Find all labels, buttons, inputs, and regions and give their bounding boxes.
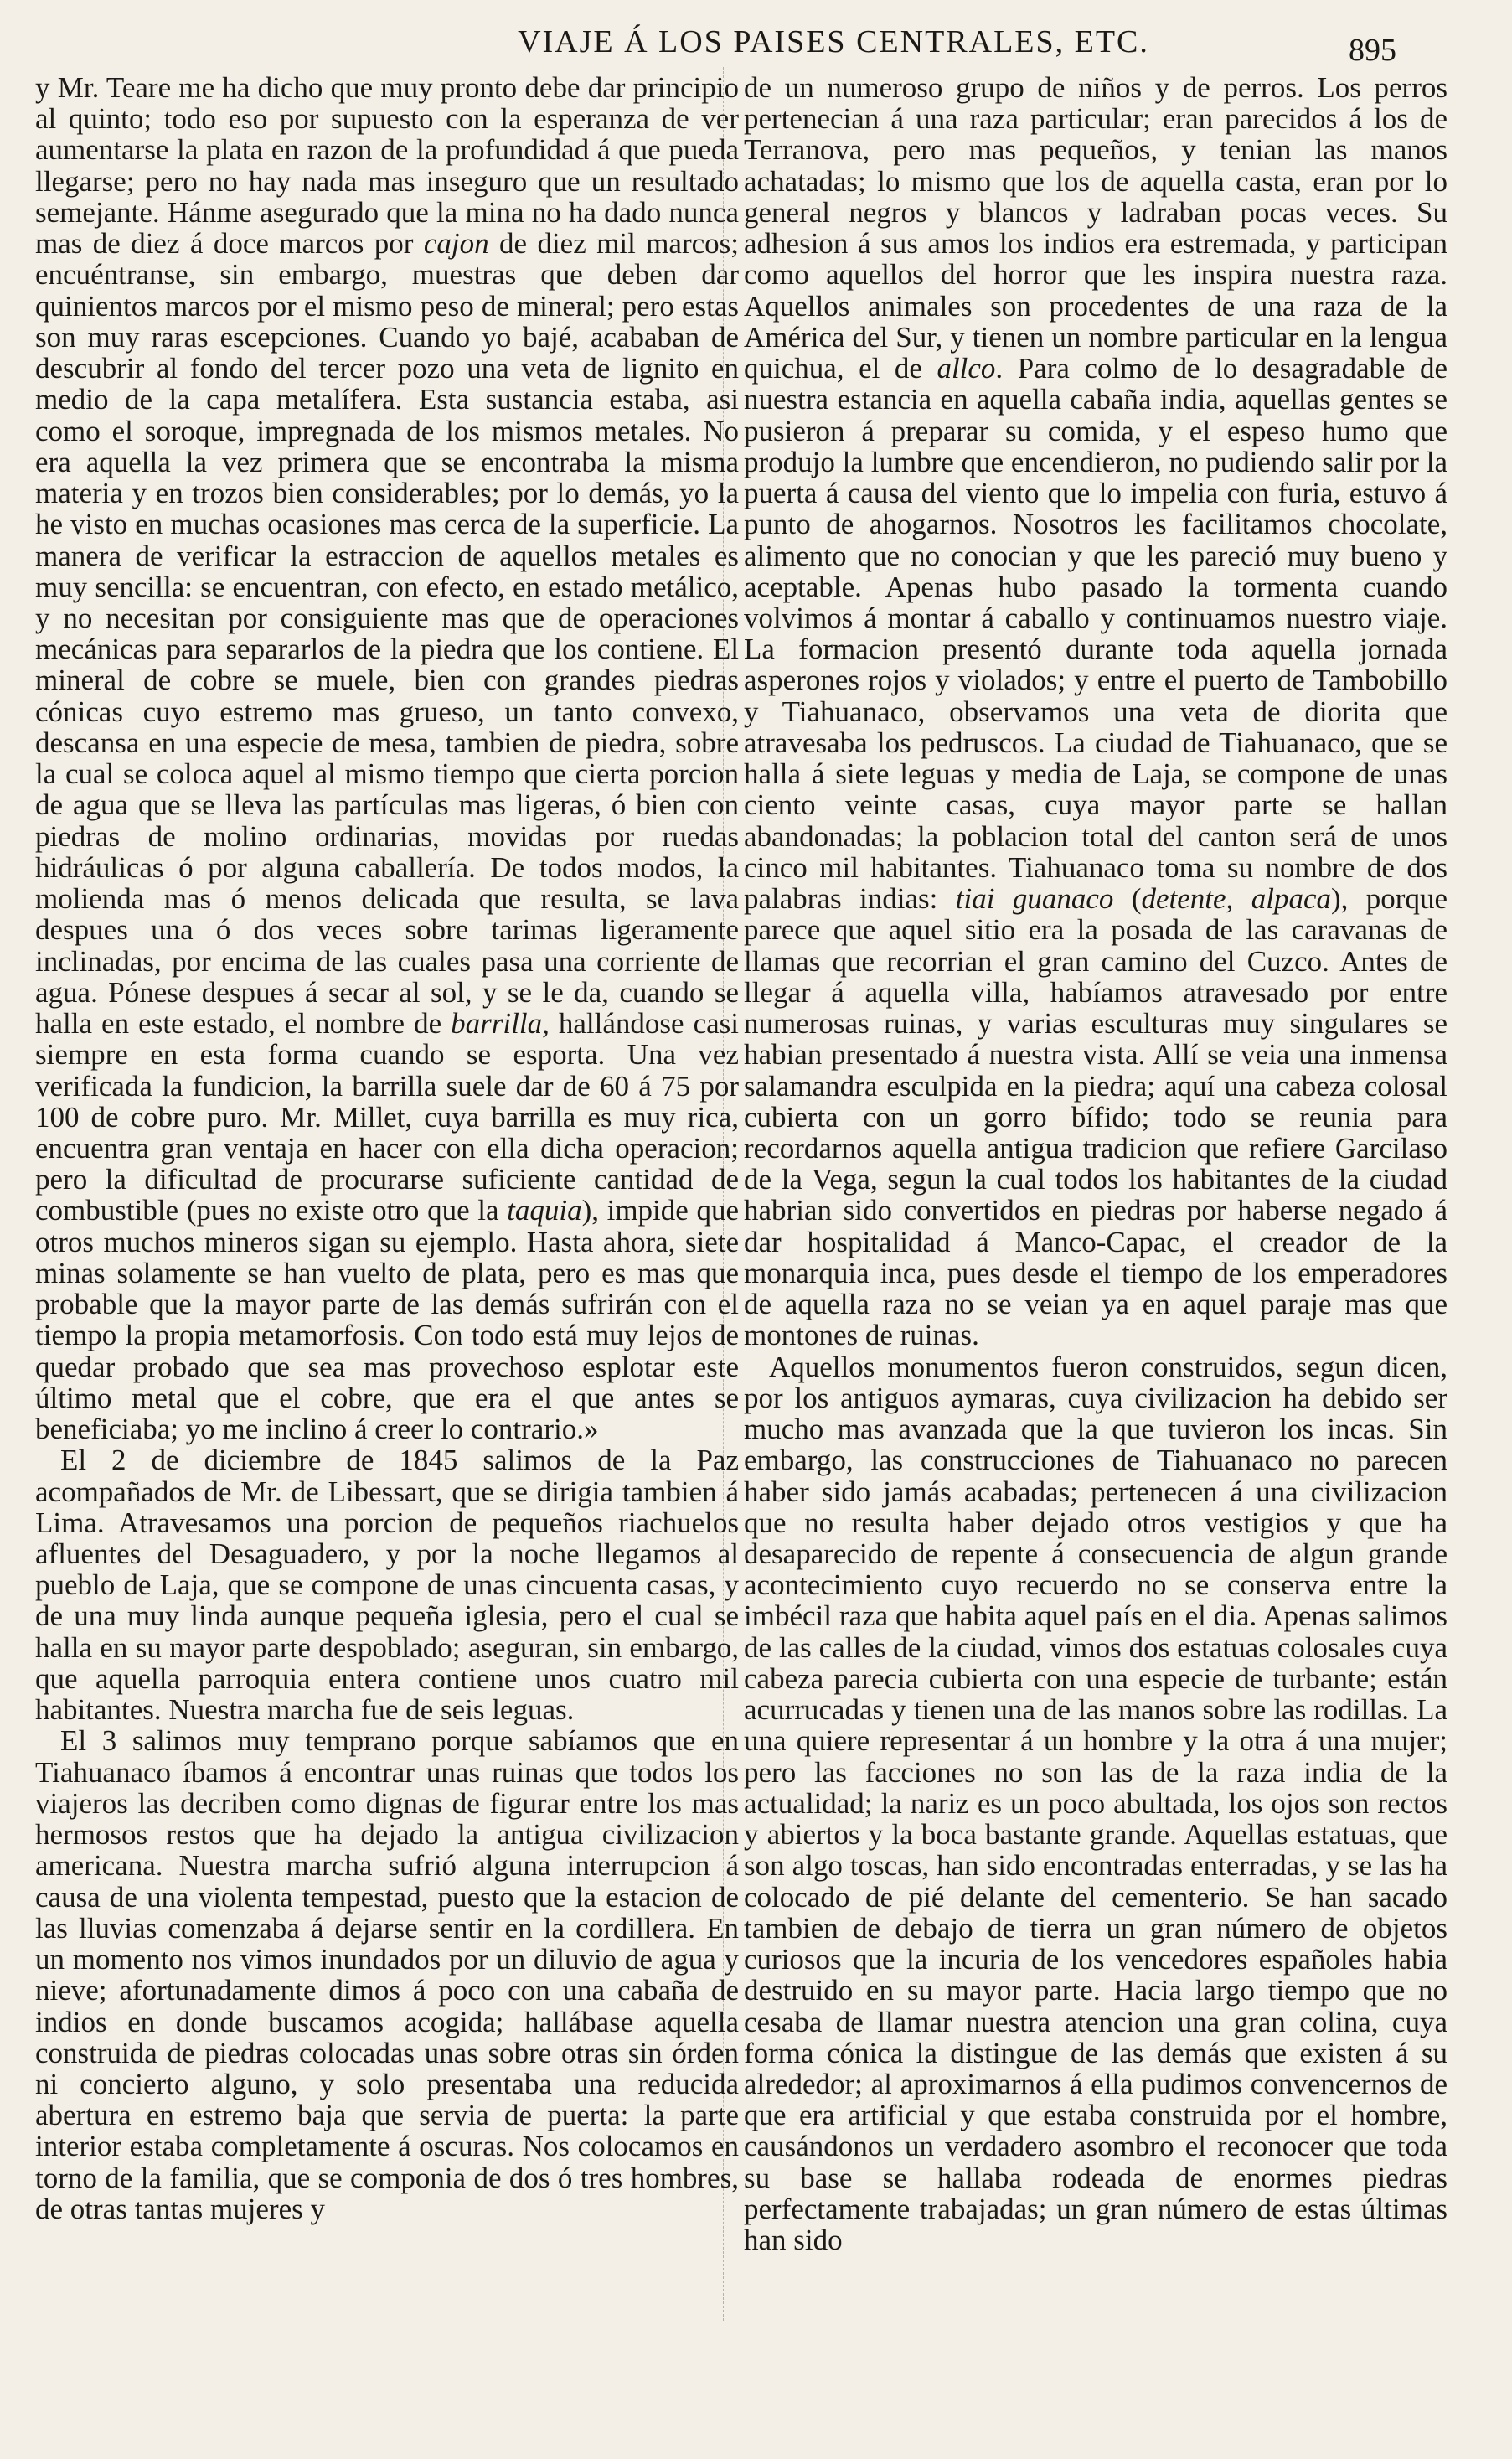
paragraph: Aquellos monumentos fueron construidos, segun dicen, por los antiguos aymaras, cuya civilizacion ha debido ser mucho mas avanzada que la que tuvieron los incas. Sin embargo, las construcciones de Tiahuanaco no parecen haber sido jamás acabadas; pertenecen á una civilizacion que no resulta haber dejado otros vestigios y que ha desaparecido de repente á consecuencia de algun grande acontecimiento cuyo recuerdo no se conserva entre la imbécil raza que habita aquel país en el dia. Apenas salimos de las calles de la ciudad, vimos dos estatuas colosales cuya cabeza parecia cubierta con una especie de turbante; están acurrucadas y tienen una de las manos sobre las rodillas. La una quiere representar á un hombre y la otra á una mujer; pero las facciones no son las de la raza india de la actualidad; la nariz es un poco abultada, los ojos son rectos y abiertos y la boca bastante grande. Aquellas estatuas, que son algo toscas, han sido encontradas enterradas, y se las ha colocado de pié delante del cementerio. Se han sacado tambien de debajo de tierra un gran número de objetos curiosos que la incuria de los vencedores españoles habia destruido en su mayor parte. Hacia largo tiempo que no cesaba de llamar nuestra atencion una gran colina, cuya forma cónica la distingue de las demás que existen á su alrededor; al aproximarnos á ella pudimos convencernos de que era artificial y que estaba construida por el hombre, causándonos un verdadero asombro el reconocer que toda su base se hallaba rodeada de enormes piedras perfectamente trabajadas; un gran número de estas últimas han sido	[744, 1350, 1447, 2257]
running-title: VIAJE Á LOS PAISES CENTRALES, ETC.	[518, 24, 1149, 59]
right-column	[744, 72, 1447, 2255]
paragraph: El 3 salimos muy temprano porque sabíamos que en Tiahuanaco íbamos á encontrar unas ruinas que todos los viajeros las decriben como dignas de figurar entre los mas hermosos restos que ha dejado la antigua civilizacion americana. Nuestra marcha sufrió alguna interrupcion á causa de una violenta tempestad, puesto que la estacion de las lluvias comenzaba á dejarse sentir en la cordillera. En un momento nos vimos inundados por un diluvio de agua y nieve; afortunadamente dimos á poco con una cabaña de indios en donde buscamos acogida; hallábase aquella construida de piedras colocadas unas sobre otras sin órden ni concierto alguno, y solo presentaba una reducida abertura en estremo baja que servia de puerta: la parte interior estaba completamente á oscuras. Nos colocamos en torno de la familia, que se componia de dos ó tres hombres, de otras tantas mujeres y	[35, 1724, 739, 2225]
paragraph: y Mr. Teare me ha dicho que muy pronto debe dar principio al quinto; todo eso por supuesto con la esperanza de ver aumentarse la plata en razon de la profundidad á que pueda llegarse; pero no hay nada mas inseguro que un resultado semejante. Hánme asegurado que la mina no ha dado nunca mas de diez á doce marcos por cajon de diez mil marcos; encuéntranse, sin embargo, muestras que deben dar quinientos marcos por el mismo peso de mineral; pero estas son muy raras escepciones. Cuando yo bajé, acababan de descubrir al fondo del tercer pozo una veta de lignito en medio de la capa metalífera. Esta sustancia estaba, asi como el soroque, impregnada de los mismos metales. No era aquella la vez primera que se encontraba la misma materia y en trozos bien considerables; por lo demás, yo la he visto en muchas ocasiones mas cerca de la superficie. La manera de verificar la estraccion de aquellos metales es muy sencilla: se encuentran, con efecto, en estado metálico, y no necesitan por consiguiente mas que de operaciones mecánicas para separarlos de la piedra que los contiene. El mineral de cobre se muele, bien con grandes piedras cónicas cuyo estremo mas grueso, un tanto convexo, descansa en una especie de mesa, tambien de piedra, sobre la cual se coloca aquel al mismo tiempo que cierta porcion de agua que se lleva las partículas mas ligeras, ó bien con piedras de molino ordinarias, movidas por ruedas hidráulicas ó por alguna caballería. De todos modos, la molienda mas ó menos delicada que resulta, se lava despues una ó dos veces sobre tarimas ligeramente inclinadas, por encima de las cuales pasa una corriente de agua. Pónese despues á secar al sol, y se le da, cuando se halla en este estado, el nombre de barrilla, hallándose casi siempre en esta forma cuando se esporta. Una vez verificada la fundicion, la barrilla suele dar de 60 á 75 por 100 de cobre puro. Mr. Millet, cuya barrilla es muy rica, encuentra gran ventaja en hacer con ella dicha operacion; pero la dificultad de procurarse suficiente cantidad de combustible (pues no existe otro que la taquia), impide que otros muchos mineros sigan su ejemplo. Hasta ahora, siete minas solamente se han vuelto de plata, pero es mas que probable que la mayor parte de las demás sufrirán con el tiempo la propia metamorfosis. Con todo está muy lejos de quedar probado que sea mas provechoso esplotar este último metal que el cobre, que era el que antes se beneficiaba; yo me inclino á creer lo contrario.»	[35, 71, 740, 1446]
paragraph: de un numeroso grupo de niños y de perros. Los perros pertenecian á una raza particular; eran parecidos á los de Terranova, pero mas pequeños, y tenian las manos achatadas; lo mismo que los de aquella casta, eran por lo general negros y blancos y ladraban pocas veces. Su adhesion á sus amos los indios era estremada, y participan como aquellos del horror que les inspira nuestra raza. Aquellos animales son procedentes de una raza de la América del Sur, y tienen un nombre particular en la lengua quichua, el de allco. Para colmo de lo desagradable de nuestra estancia en aquella cabaña india, aquellas gentes se pusieron á preparar su comida, y el espeso humo que produjo la lumbre que encendieron, no pudiendo salir por la puerta á causa del viento que lo impelia con furia, estuvo á punto de ahogarnos. Nosotros les facilitamos chocolate, alimento que no conocian y que les pareció muy bueno y aceptable. Apenas hubo pasado la tormenta cuando volvimos á montar á caballo y continuamos nuestro viaje. La formacion presentó durante toda aquella jornada asperones rojos y violados; y entre el puerto de Tambobillo y Tiahuanaco, observamos una veta de diorita que atravesaba los pedruscos. La ciudad de Tiahuanaco, que se halla á siete leguas y media de Laja, se compone de unas ciento veinte casas, cuya mayor parte se hallan abandonadas; la poblacion total del canton será de unos cinco mil habitantes. Tiahuanaco toma su nombre de dos palabras indias: tiai guanaco (detente, alpaca), porque parece que aquel sitio era la posada de las caravanas de llamas que recorrian el gran camino del Cuzco. Antes de llegar á aquella villa, habíamos atravesado por entre numerosas ruinas, y varias esculturas muy singulares se habian presentado á nuestra vista. Allí se veia una inmensa salamandra esculpida en la piedra; aquí una cabeza colosal cubierta con un gorro bífido; todo se reunia para recordarnos aquella antigua tradicion que refiere Garcilaso de la Vega, segun la cual todos los habitantes de la ciudad habrian sido convertidos en piedras por haberse negado á dar hospitalidad á Manco-Capac, el creador de la monarquia inca, pues desde el tiempo de los emperadores de aquella raza no se veian ya en aquel paraje mas que montones de ruinas.	[744, 71, 1447, 1352]
left-column	[35, 72, 739, 2224]
paragraph: El 2 de diciembre de 1845 salimos de la Paz acompañados de Mr. de Libessart, que se dirigia tambien á Lima. Atravesamos una porcion de pequeños riachuelos afluentes del Desaguadero, y por la noche llegamos al pueblo de Laja, que se compone de unas cincuenta casas, y de una muy linda aunque pequeña iglesia, pero el cual se halla en su mayor parte despoblado; aseguran, sin embargo, que aquella parroquia entera contiene unos cuatro mil habitantes. Nuestra marcha fue de seis leguas.	[35, 1444, 739, 1727]
page-number: 895	[1349, 33, 1396, 68]
